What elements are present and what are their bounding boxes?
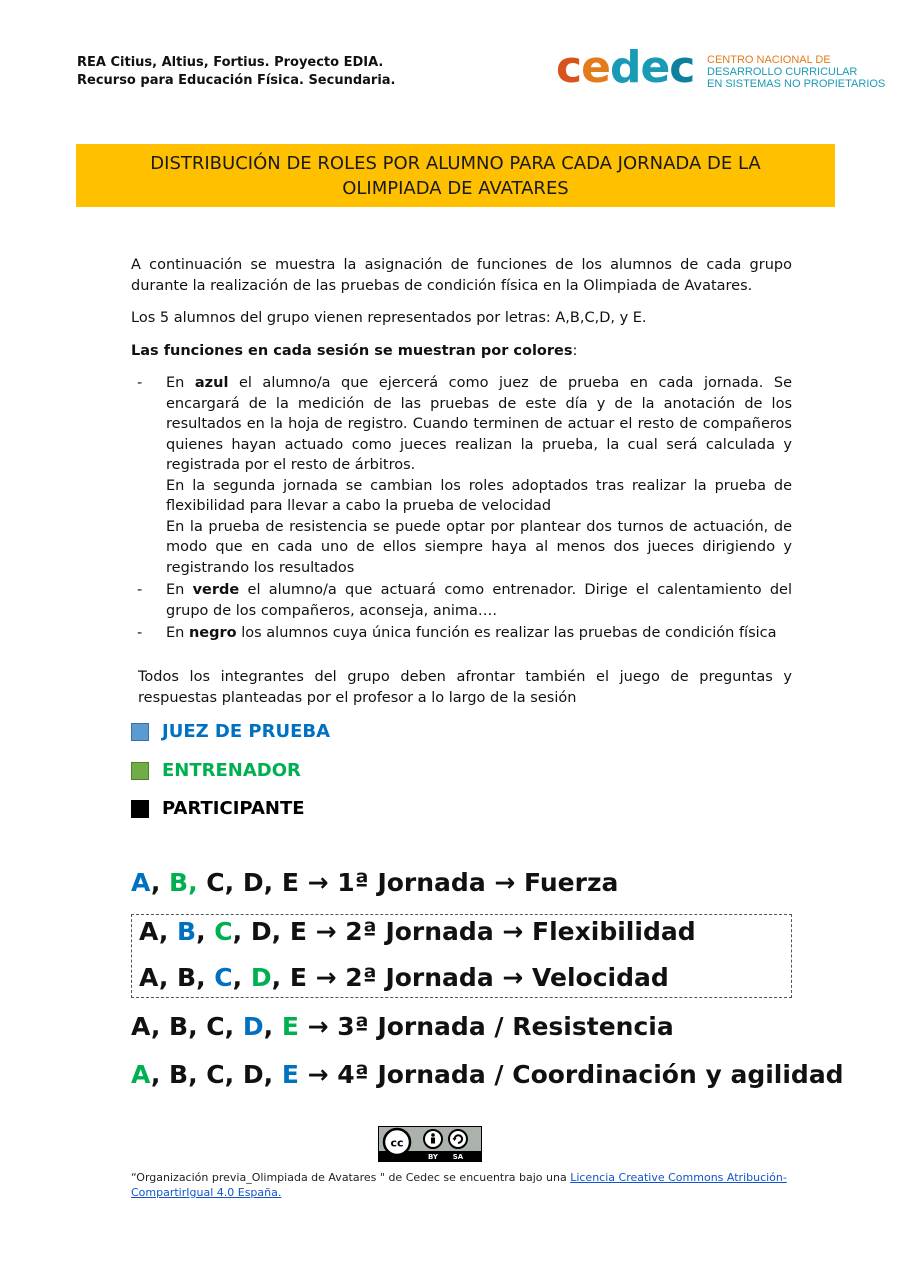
cedec-logo-word bbox=[556, 42, 694, 94]
share-alike-icon bbox=[449, 1130, 467, 1148]
legend-swatch-blue bbox=[131, 723, 149, 741]
title-banner bbox=[76, 144, 835, 207]
list-item-text bbox=[166, 623, 792, 644]
separator: , bbox=[232, 963, 251, 992]
separator: , bbox=[232, 917, 251, 946]
intro-paragraph: A continuación se muestra la asignación de funciones de los alumnos de cada grupo durante la realización de las pruebas de condición física en la Olimpiada de Avatares. bbox=[131, 257, 792, 294]
jornada-3-line bbox=[131, 1012, 674, 1041]
list-item-extra: En la segunda jornada se cambian los roles adoptados tras realizar la prueba de flexibilidad para llevar a cabo la prueba de velocidad bbox=[166, 477, 792, 514]
student-letter: A bbox=[131, 1012, 151, 1041]
legend-label: JUEZ DE PRUEBA bbox=[162, 721, 331, 742]
separator: , bbox=[150, 1012, 170, 1041]
header-line-2: Recurso para Educación Física. Secundaria. bbox=[77, 73, 396, 88]
svg-text:cc: cc bbox=[390, 1136, 404, 1150]
logo-letter: d bbox=[609, 42, 641, 93]
student-letter: E bbox=[289, 917, 307, 946]
student-letter: B bbox=[169, 868, 189, 897]
student-letter: C bbox=[206, 868, 225, 897]
logo-letter: e bbox=[581, 42, 610, 93]
logo-sub-line: EN SISTEMAS NO PROPIETARIOS bbox=[707, 78, 886, 90]
student-letter: D bbox=[250, 917, 272, 946]
student-letter: A bbox=[139, 963, 159, 992]
separator: , bbox=[196, 917, 215, 946]
separator: , bbox=[271, 917, 290, 946]
list-bold-color: azul bbox=[194, 375, 229, 391]
header-line-1: REA Citius, Altius, Fortius. Proyecto EDIA. bbox=[77, 55, 384, 70]
separator: , bbox=[188, 868, 207, 897]
jornada-2-vel-line bbox=[139, 963, 669, 992]
logo-letter: c bbox=[669, 42, 695, 93]
student-letter: E bbox=[281, 1060, 299, 1089]
student-letter: D bbox=[242, 1012, 264, 1041]
document-header bbox=[77, 54, 396, 90]
separator: , bbox=[224, 868, 243, 897]
student-letter: D bbox=[242, 1060, 264, 1089]
list-text: el alumno/a que actuará como entrenador. Dirige el calentamiento del grupo de los compañeros, aconseja, anima…. bbox=[166, 582, 792, 619]
license-footer bbox=[131, 1170, 791, 1200]
students-paragraph: Los 5 alumnos del grupo vienen representados por letras: A,B,C,D, y E. bbox=[131, 310, 647, 326]
jornada-label: → 2ª Jornada → Velocidad bbox=[306, 963, 669, 992]
list-dash: - bbox=[137, 375, 143, 391]
list-prefix: En bbox=[166, 375, 195, 391]
student-letter: C bbox=[206, 1060, 225, 1089]
list-prefix: En bbox=[166, 625, 189, 641]
separator: , bbox=[263, 868, 282, 897]
license-link[interactable]: Licencia Creative Commons Atribución-CompartirIgual 4.0 España. bbox=[131, 1171, 787, 1199]
list-bold-color: verde bbox=[192, 582, 240, 598]
student-letter: B bbox=[169, 1012, 189, 1041]
logo-sub-line: CENTRO NACIONAL DE bbox=[707, 54, 831, 66]
list-item-text bbox=[166, 580, 792, 621]
student-letter: A bbox=[131, 1060, 151, 1089]
list-text: los alumnos cuya única función es realizar las pruebas de condición física bbox=[236, 625, 777, 641]
jornada-label: → 1ª Jornada → Fuerza bbox=[298, 868, 619, 897]
list-prefix: En bbox=[166, 582, 193, 598]
functions-heading bbox=[131, 341, 792, 362]
student-letter: C bbox=[206, 1012, 225, 1041]
jornada-1-line bbox=[131, 868, 618, 897]
separator: , bbox=[263, 1012, 282, 1041]
list-bold-color: negro bbox=[188, 625, 237, 641]
student-letter: A bbox=[139, 917, 159, 946]
student-letter: B bbox=[169, 1060, 189, 1089]
cedec-logo-subtitle bbox=[707, 54, 885, 90]
separator: , bbox=[271, 963, 290, 992]
jornada-4-line bbox=[131, 1060, 844, 1089]
separator: , bbox=[188, 1060, 207, 1089]
list-text: el alumno/a que ejercerá como juez de prueba en cada jornada. Se encargará de la medición de las pruebas de este día y de la anotación de los resultados en la hoja de registro. Cuando terminen de actuar el resto de compañeros quienes hayan actuado como jueces realizan la prueba, la cual será calculada y registrada por el resto de árbitros. bbox=[166, 375, 792, 473]
student-letter: D bbox=[242, 868, 264, 897]
student-letter: C bbox=[214, 963, 233, 992]
separator: , bbox=[188, 1012, 207, 1041]
logo-letter: c bbox=[556, 42, 582, 93]
list-item-text bbox=[166, 373, 792, 476]
jornada-2-flex-line bbox=[139, 917, 696, 946]
jornada-label: → 2ª Jornada → Flexibilidad bbox=[306, 917, 696, 946]
legend-juez bbox=[131, 721, 330, 742]
list-dash: - bbox=[137, 625, 143, 641]
closing-paragraph: Todos los integrantes del grupo deben afrontar también el juego de preguntas y respuestas planteadas por el profesor a lo largo de la sesión bbox=[138, 669, 792, 706]
student-letter: E bbox=[281, 1012, 299, 1041]
title-line-2: OLIMPIADA DE AVATARES bbox=[342, 177, 569, 199]
logo-letter: e bbox=[640, 42, 670, 93]
separator: , bbox=[150, 1060, 170, 1089]
logo-sub-line: DESARROLLO CURRICULAR bbox=[707, 66, 858, 78]
badge-sa-label: SA bbox=[452, 1153, 464, 1161]
cc-by-sa-badge bbox=[378, 1126, 482, 1162]
separator: , bbox=[224, 1012, 243, 1041]
separator: , bbox=[196, 963, 215, 992]
legend-entrenador bbox=[131, 760, 301, 781]
separator: , bbox=[150, 868, 170, 897]
student-letter: B bbox=[177, 963, 197, 992]
roles-list bbox=[131, 373, 792, 646]
cedec-logo bbox=[556, 42, 886, 96]
list-item-extra: En la prueba de resistencia se puede optar por plantear dos turnos de actuación, de modo que en cada uno de ellos siempre haya al menos dos jueces dirigiendo y registrando los resultados bbox=[166, 518, 792, 576]
jornada-label: → 3ª Jornada / Resistencia bbox=[298, 1012, 674, 1041]
functions-heading-bold: Las funciones en cada sesión se muestran por colores bbox=[131, 343, 573, 359]
legend-swatch-green bbox=[131, 762, 149, 780]
student-letter: C bbox=[214, 917, 233, 946]
license-text: “Organización previa_Olimpiada de Avatares " de Cedec se encuentra bajo una bbox=[131, 1171, 571, 1184]
student-letter: A bbox=[131, 868, 151, 897]
functions-heading-colon: : bbox=[572, 343, 578, 359]
student-letter: E bbox=[289, 963, 307, 992]
separator: , bbox=[224, 1060, 243, 1089]
jornada-label: → 4ª Jornada / Coordinación y agilidad bbox=[298, 1060, 844, 1089]
list-item-juez bbox=[131, 373, 792, 578]
legend-participante bbox=[131, 798, 305, 819]
separator: , bbox=[263, 1060, 282, 1089]
list-dash: - bbox=[137, 582, 143, 598]
cc-badge-svg bbox=[379, 1127, 481, 1161]
separator: , bbox=[158, 917, 178, 946]
legend-label: ENTRENADOR bbox=[162, 760, 301, 781]
title-line-1: DISTRIBUCIÓN DE ROLES POR ALUMNO PARA CADA JORNADA DE LA bbox=[150, 152, 761, 174]
separator: , bbox=[158, 963, 178, 992]
student-letter: B bbox=[177, 917, 197, 946]
legend-label: PARTICIPANTE bbox=[162, 798, 305, 819]
legend-swatch-black bbox=[131, 800, 149, 818]
list-item-participante bbox=[131, 623, 792, 644]
student-letter: D bbox=[250, 963, 272, 992]
student-letter: E bbox=[281, 868, 299, 897]
badge-by-label: BY bbox=[427, 1153, 439, 1161]
list-item-entrenador bbox=[131, 580, 792, 621]
